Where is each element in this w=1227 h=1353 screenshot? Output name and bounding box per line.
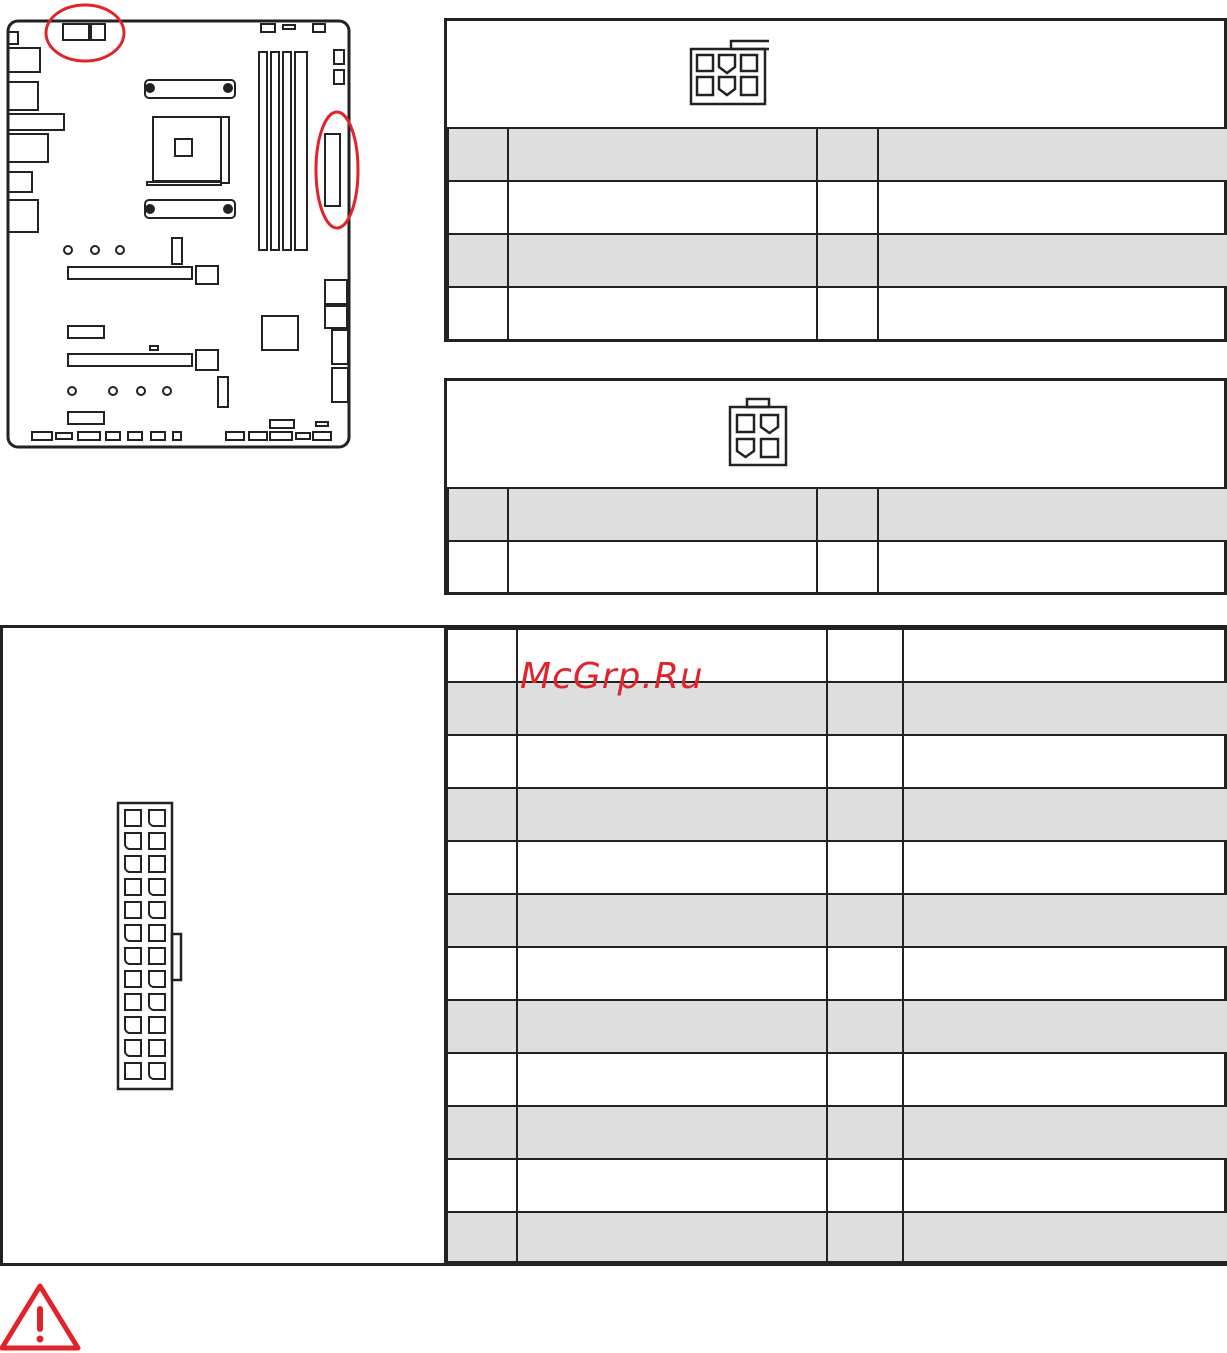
cpu-power-connector-a <box>63 24 89 40</box>
connector-4pin-icon <box>727 397 791 469</box>
table-row <box>447 1000 1227 1053</box>
atx-pwr-table <box>444 628 1227 1263</box>
table-row <box>448 128 1227 181</box>
cpu-pwr1-panel <box>444 18 1227 342</box>
table-row <box>447 788 1227 841</box>
table-row <box>447 735 1227 788</box>
table-row <box>448 234 1227 287</box>
table-row <box>447 1159 1227 1212</box>
highlight-atx-power <box>316 112 358 228</box>
cpu-power-connector-b <box>91 24 105 40</box>
table-row <box>448 287 1227 340</box>
highlight-cpu-power <box>46 5 124 61</box>
table-row <box>448 541 1227 594</box>
atx-power-connector <box>325 134 340 206</box>
table-row <box>448 181 1227 234</box>
table-row <box>447 1212 1227 1262</box>
watermark-text: McGrp.Ru <box>520 656 704 697</box>
connector-24pin-icon <box>115 800 187 1092</box>
connector-8pin-icon <box>689 39 769 107</box>
table-row <box>447 947 1227 1000</box>
cpu-pwr1-table <box>447 127 1227 341</box>
cpu-pwr2-panel <box>444 378 1227 595</box>
table-row <box>447 894 1227 947</box>
cpu-pwr2-table <box>447 487 1227 595</box>
table-row <box>447 1106 1227 1159</box>
atx-pwr-panel <box>0 625 1227 1266</box>
table-row <box>447 841 1227 894</box>
table-row <box>447 1053 1227 1106</box>
board-outline <box>8 21 349 447</box>
table-row <box>448 488 1227 541</box>
motherboard-diagram <box>0 0 370 460</box>
warning-triangle-icon <box>0 1280 84 1352</box>
